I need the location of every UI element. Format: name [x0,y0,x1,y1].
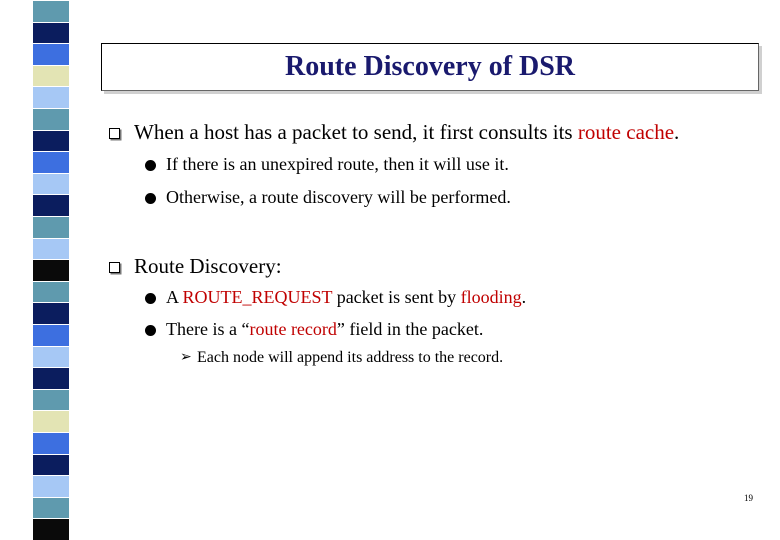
circle-bullet-icon [145,193,156,204]
sidebar-block [33,475,69,497]
sidebar-block [33,432,69,454]
arrow-bullet-icon: ➢ [180,350,192,365]
circle-bullet-icon [145,160,156,171]
sidebar-block [33,454,69,476]
sidebar-block [33,151,69,173]
sidebar-block [33,22,69,44]
route-cache-highlight: route cache [577,120,675,144]
sidebar-block [33,302,69,324]
sidebar-block [33,238,69,260]
sidebar-block [33,497,69,519]
route-request-highlight: ROUTE_REQUEST [182,287,333,307]
sidebar-block [33,130,69,152]
sidebar-block [33,281,69,303]
circle-bullet-icon [145,293,156,304]
checkbox-bullet-icon [109,262,120,273]
sidebar-block [33,410,69,432]
sidebar-block [33,43,69,65]
sidebar-block [33,367,69,389]
sidebar-block [33,0,69,22]
checkbox-bullet-icon [109,128,120,139]
sidebar-block [33,518,69,540]
sidebar-block [33,173,69,195]
page-number: 19 [744,493,753,503]
page-title: Route Discovery of DSR [284,51,576,82]
sidebar-block [33,194,69,216]
decorative-sidebar [33,0,69,540]
sidebar-block [33,324,69,346]
sidebar-block [33,65,69,87]
sidebar-block [33,259,69,281]
flooding-highlight: flooding [460,287,522,307]
title-box [101,43,759,91]
sidebar-block [33,216,69,238]
sidebar-block [33,346,69,368]
route-record-highlight: route record [249,319,337,339]
circle-bullet-icon [145,325,156,336]
sidebar-block [33,108,69,130]
sidebar-block [33,389,69,411]
sidebar-block [33,86,69,108]
